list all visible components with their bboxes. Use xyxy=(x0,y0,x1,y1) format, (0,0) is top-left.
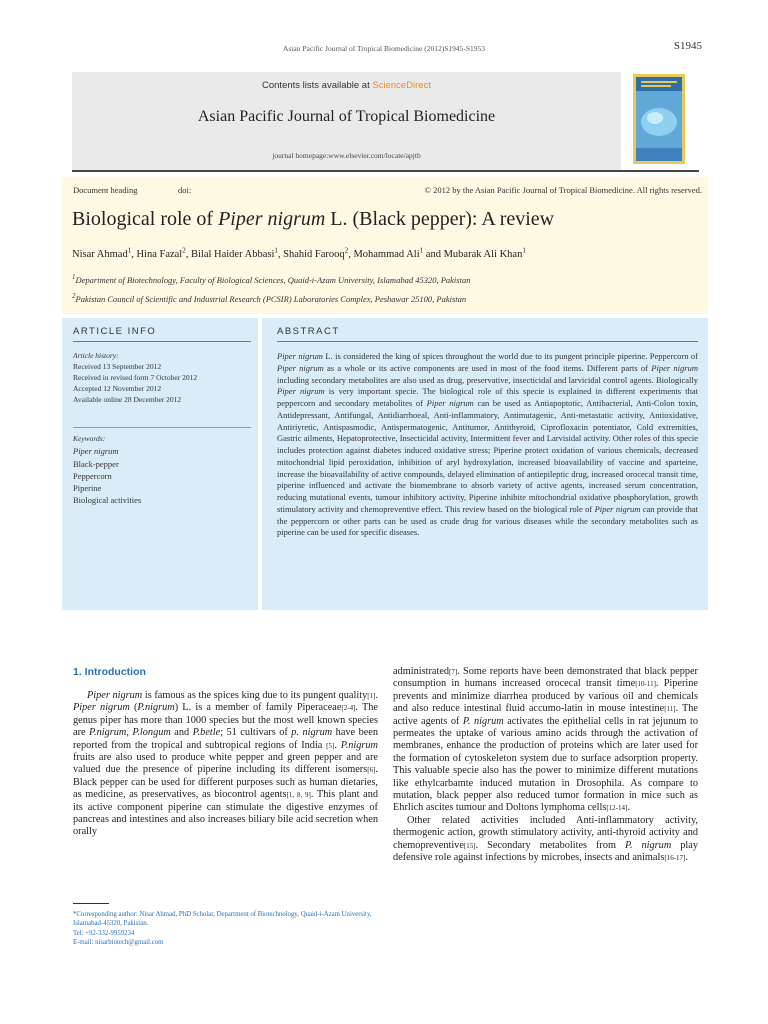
section-heading-introduction: 1. Introduction xyxy=(73,666,146,678)
body-column-left xyxy=(73,690,378,839)
page-number: S1945 xyxy=(673,40,702,52)
author: Nisar Ahmad$^1$, xyxy=(72,246,137,260)
author: Mohammad Ali$^1$ and xyxy=(353,246,444,260)
footnote-rule xyxy=(73,903,109,904)
history-label: Article history: xyxy=(73,351,119,360)
keyword: Black-pepper xyxy=(73,458,119,469)
article-info-rule xyxy=(73,341,251,342)
contents-line: Contents lists available at ScienceDirect xyxy=(262,80,431,91)
banner-divider xyxy=(72,170,699,172)
journal-cover-icon xyxy=(633,74,685,164)
keywords-rule xyxy=(73,427,251,428)
keyword: Piper nigrum xyxy=(73,446,119,457)
abstract-rule xyxy=(277,341,698,342)
keyword: Biological activities xyxy=(73,495,142,506)
footnote-tel: Tel: +92-332-9959234 xyxy=(73,929,135,937)
history-item: Received in revised form 7 October 2012 xyxy=(73,373,198,382)
paragraph: administrated[7]. Some reports have been demonstrated that black pepper consumption in humans increased orocecal transit time[10-11]. Piperine prevents and minimize diarrhea produced by various oil and chemicals and also reduce intestinal fluid accumo-latin in mouse intestine[11]. The active agents of P. nigrum activates the epithelial cells in rat jejunum to permeates the uptake of various amino acids through the activation of membranes, enhance the production of proteins which are later used for the formation of cytoskeleton system due to surface adsorption property. This valuable specie also has the power to minimize different mutations like ethylcarbamte induced mutation in Drosophila. As compare to mutation, black pepper also reduced tumor formation in mice such as Ehrlich ascites tumour and Doltons lymphoma cells[12-14]. xyxy=(393,666,699,814)
history-item: Accepted 12 November 2012 xyxy=(73,384,162,393)
author-list xyxy=(72,246,526,260)
article-title: Biological role of Piper nigrum L. (Black pepper): A review xyxy=(72,208,555,230)
journal-homepage[interactable]: journal homepage:www.elsevier.com/locate/apjtb xyxy=(272,151,421,160)
article-history xyxy=(73,350,253,405)
doi-label: doi: xyxy=(178,185,192,195)
author: Mubarak Ali Khan$^1$ xyxy=(443,246,526,260)
author: Bilal Haider Abbasi$^1$, xyxy=(190,246,284,260)
abstract-heading: ABSTRACT xyxy=(277,326,340,337)
paragraph: Piper nigrum is famous as the spices king due to its pungent quality[1]. Piper nigrum (P.nigrum) L. is a member of family Piperaceae[2-4]. The genus piper has more than 1000 species but the most well known species are P.nigrum, P.longum and P.betle; 51 cultivars of p. nigrum have been reported from the tropical and subtropical regions of India [5]. P.nigrum fruits are also used to produce white pepper and green pepper and are valued due the presence of piperine including its different isomers[6]. Black pepper can be used for different purposes such as human dietaries, as medicine, as preservatives, as biocontrol agents[1, 8, 9]. This plant and its active component piperine can stimulate the digestive enzymes of pancreas and intestines and also increases biliary bile acid secretion when orally xyxy=(73,690,379,838)
keyword: Piperine xyxy=(73,483,102,494)
sciencedirect-link[interactable]: ScienceDirect xyxy=(372,80,431,91)
footnote-author: *Corresponding author: Nisar Ahmad, PhD Scholar, Department of Biotechnology, Quaid-i-Azam University, Islamabad-45320, Pakistan. xyxy=(73,911,372,928)
affiliation-2: $^2$Pakistan Council of Scientific and Industrial Research (PCSIR) Laboratories Complex, Peshawar 25100, Pakistan xyxy=(72,292,467,304)
affiliation-1: $^1$Department of Biotechnology, Faculty of Biological Sciences, Quaid-i-Azam University, Islamabad 45320, Pakistan xyxy=(72,273,471,285)
history-item: Available online 28 December 2012 xyxy=(73,395,182,404)
author: Hina Fazal$^2$, xyxy=(136,246,191,260)
running-head: Asian Pacific Journal of Tropical Biomedicine (2012)S1945-S1953 xyxy=(282,44,486,53)
journal-banner xyxy=(72,72,621,170)
history-item: Received 13 September 2012 xyxy=(73,362,162,371)
article-info-heading: ARTICLE INFO xyxy=(73,326,157,337)
copyright-line: © 2012 by the Asian Pacific Journal of Tropical Biomedicine. All rights reserved. xyxy=(424,185,702,195)
keyword: Peppercorn xyxy=(73,470,112,481)
body-column-right xyxy=(393,666,698,865)
keywords xyxy=(73,433,253,507)
journal-cover xyxy=(633,74,685,164)
footnote-email[interactable]: E-mail: nisarbiotech@gmail.com xyxy=(73,939,164,947)
paragraph: Other related activities included Anti-inflammatory activity, thermogenic action, growth stimulatory activity, anti-thyroid activity and chemopreventive[15]. Secondary metabolites from P. nigrum play defensive role against infections by microbes, insects and animals[16-17]. xyxy=(393,814,698,864)
document-heading: Document heading xyxy=(73,185,138,195)
author: Shahid Farooq$^2$, xyxy=(283,246,354,260)
abstract-text: Piper nigrum L. is considered the king of spices throughout the world due to its pungent principle piperine. Peppercorn of Piper nigrum as a whole or its active components are used in most of the food items. Different parts of Piper nigrum including secondary metabolites are also used as drug, preservative, insecticidal and larvicidal control agents. Biologically Piper nigrum is very important specie. The biological role of this specie is explained in different experiments that peppercorn and secondary metabolites of Piper nigrum can be used as Antiapoptotic, Antibacterial, Anti-Colon toxin, Antidepressant, Antifungal, Antidiarrhoeal, Anti-inflammatory, Antimutagenic, Anti-metastatic activity, Antioxidative, Antiriyretic, Antispasmodic, Antispermatogenic, Antitumor, Antithyroid, Ciprofloxacin potentiator, Cold extremities, Gastric ailments, Hepatoprotective, Insecticidal activity, Intermittent fever and Larvisidal activity. Other roles of this specie includes protection against diabetes induced oxidative stress; Piperine protect oxidation of various chemicals, decreased mitochondrial lipid peroxidation, inhibition of aryl hydroxylation, increased bioavailability of vaccine and sparteine, increase the bioavailability of active compounds, delayed elimination of antiepileptic drug, increased orocecal transit time, piperine influenced and activate the biomembrane to absorb variety of active agents, increased serum concentration, reducing mutational events, tumour inhibitory activity, Piperine inhibite mitochondrial oxidative phosphorylation, growth stimulatory activity and chemopreventive effect. This review based on the biological role of Piper nigrum can provide that the peppercorn or other parts can be used as crude drug for various diseases while the secondary metabolites such as piperine can be used for specific diseases. xyxy=(277,351,698,538)
corresponding-author-footnote xyxy=(73,910,383,948)
keywords-label: Keywords: xyxy=(73,434,106,443)
journal-title: Asian Pacific Journal of Tropical Biomedicine xyxy=(197,108,496,125)
